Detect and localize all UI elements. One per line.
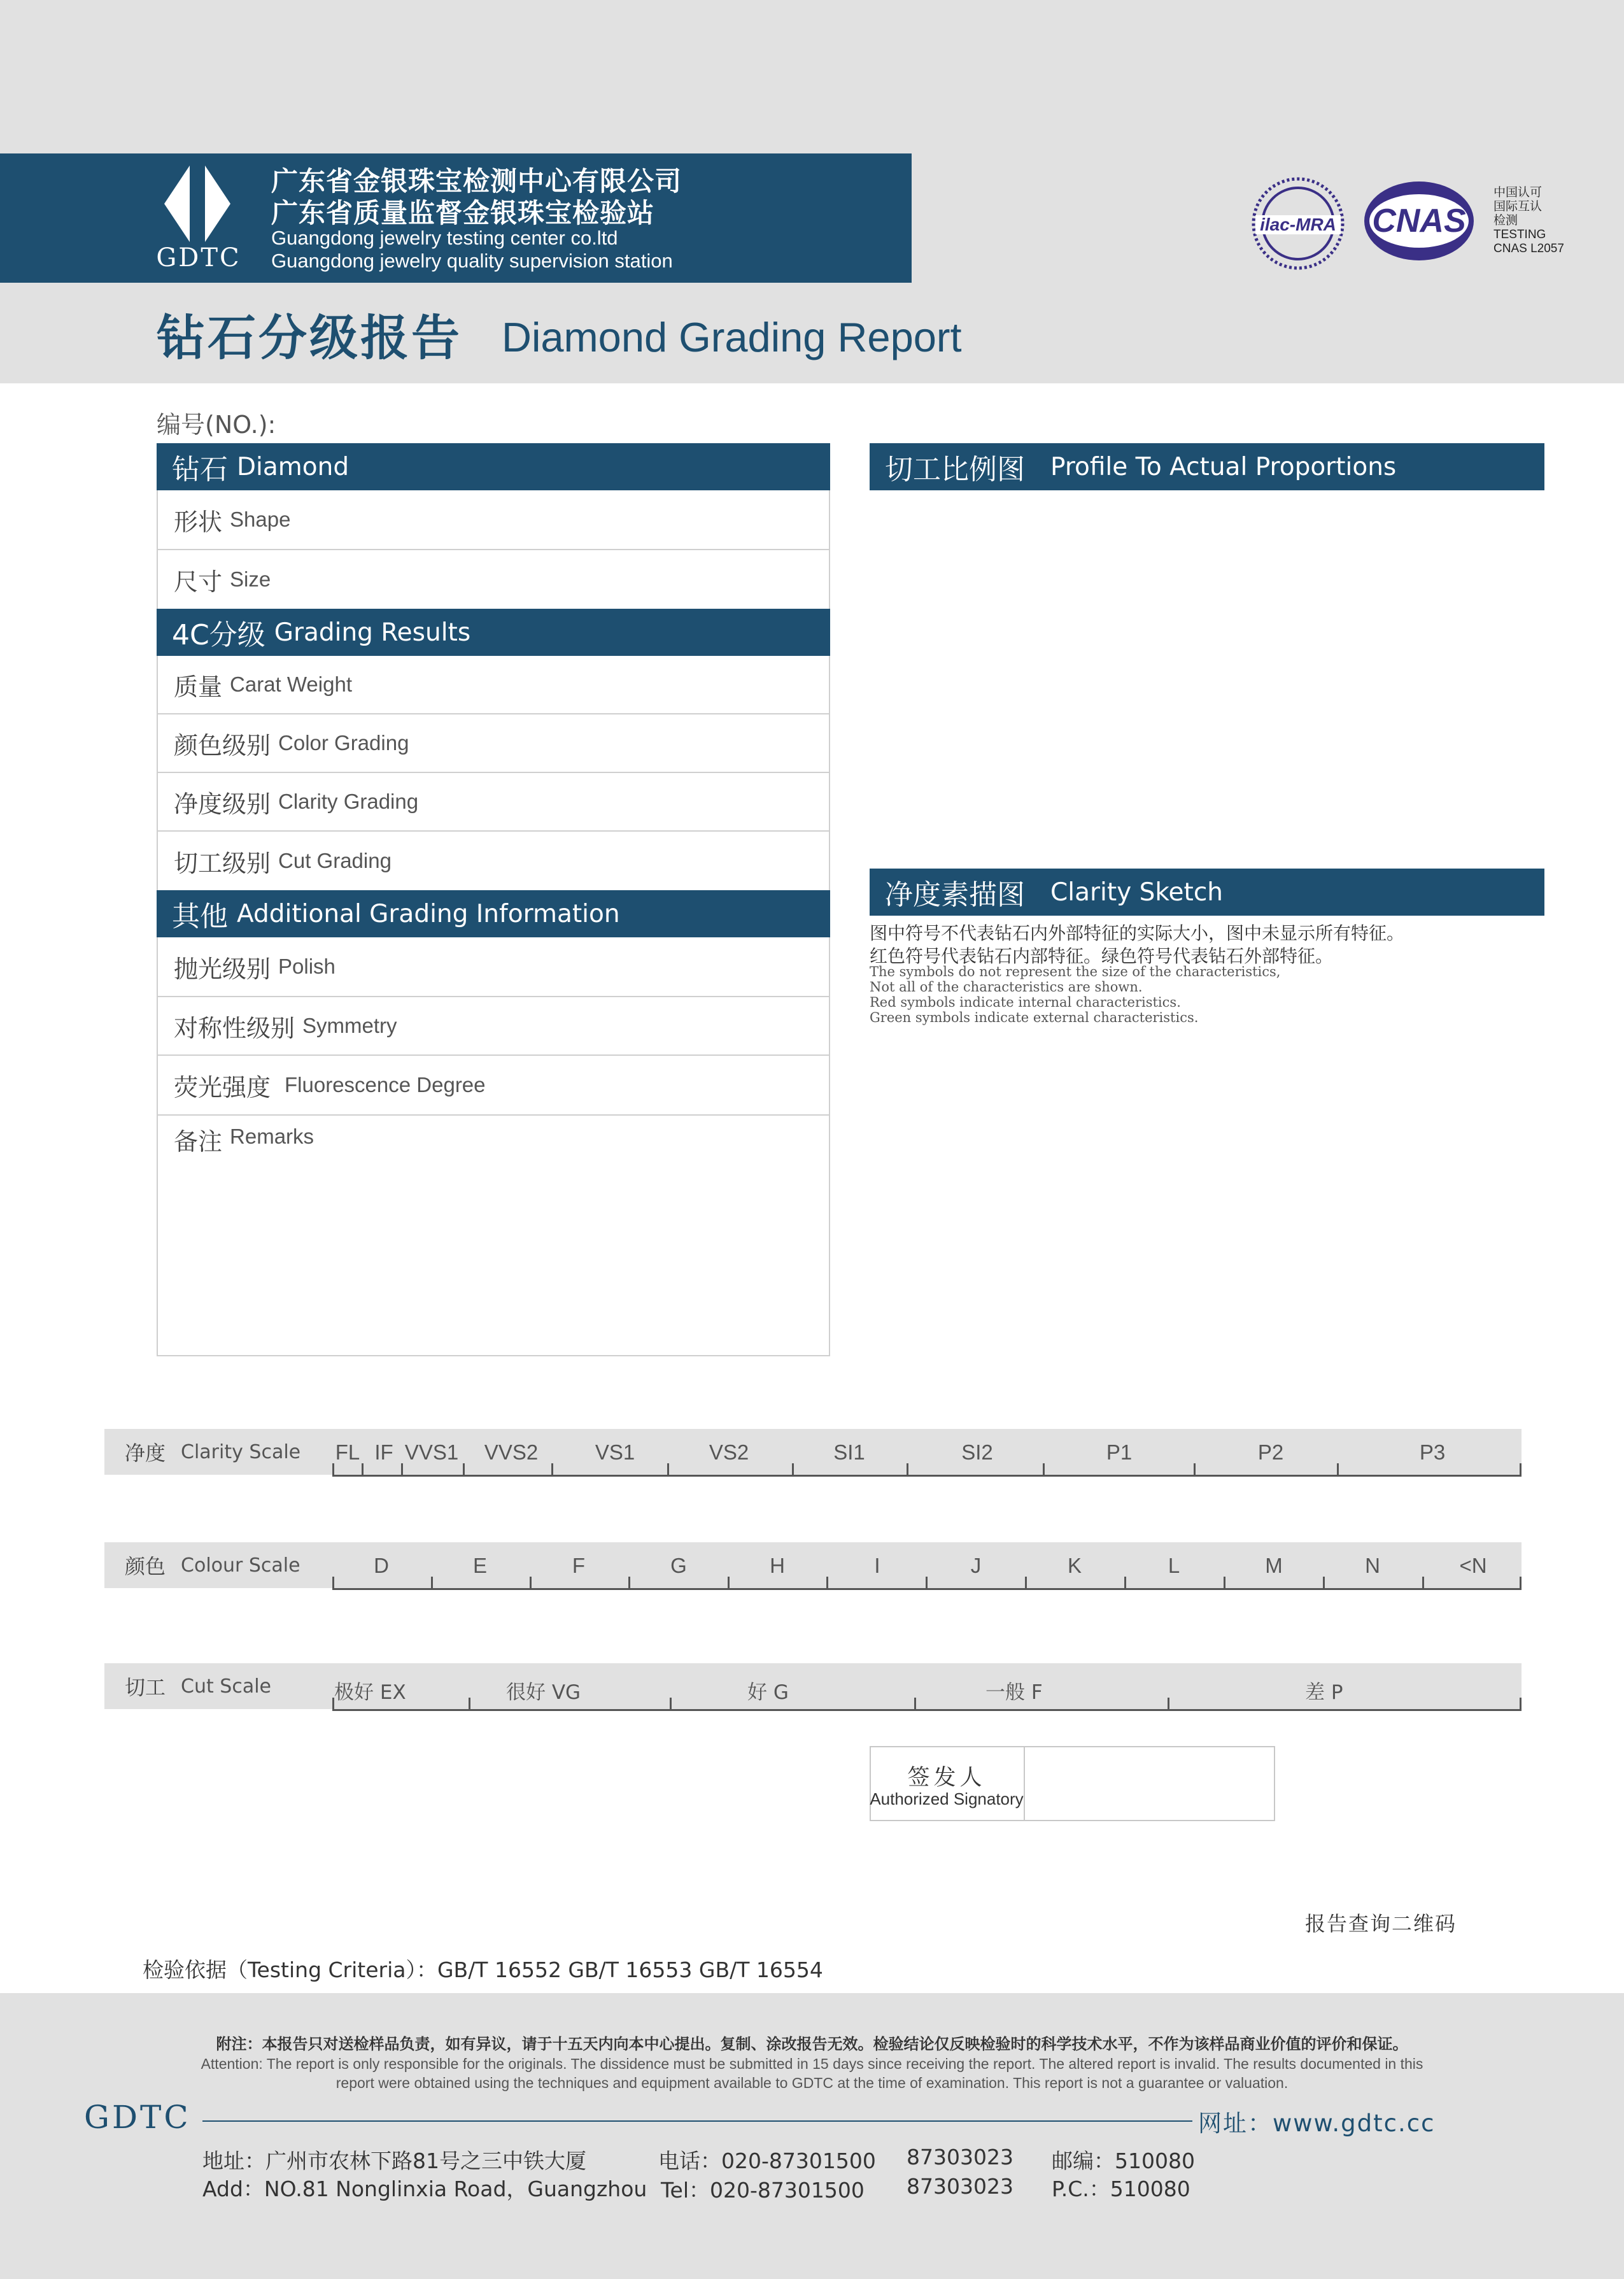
additional-header-en: Additional Grading Information <box>237 899 620 928</box>
clarity-scale-tick <box>1043 1463 1045 1476</box>
clarity-scale-label <box>104 1429 332 1475</box>
footer-address-cn: 地址：广州市农林下路81号之三中铁大厦 <box>202 2148 586 2173</box>
clarity-grade-label: IF <box>374 1440 393 1464</box>
clarity-grade-label: P3 <box>1419 1440 1446 1464</box>
cut-scale-label-en: Cut Scale <box>181 1675 271 1698</box>
sketch-note-cn-2: 红色符号代表钻石内部特征。绿色符号代表钻石外部特征。 <box>870 946 1334 967</box>
cut-scale-tick <box>1520 1698 1522 1710</box>
colour-grade-label: D <box>374 1554 389 1577</box>
cut-scale-label <box>104 1663 332 1709</box>
polish-label-en: Polish <box>278 955 335 978</box>
colour-scale-tick <box>826 1577 828 1589</box>
sketch-note-en-1: The symbols do not represent the size of the characteristics, <box>870 964 1281 979</box>
cut-scale-label-cn: 切工 <box>125 1675 166 1700</box>
cert-line-5: CNAS L2057 <box>1493 242 1564 255</box>
signatory-divider <box>1024 1746 1025 1821</box>
shape-label-en: Shape <box>230 508 291 531</box>
clarity-grade-label: VVS2 <box>484 1440 539 1464</box>
colour-scale-tick <box>332 1577 334 1589</box>
colour-scale-tick <box>1025 1577 1027 1589</box>
polish-row <box>157 937 830 997</box>
fluorescence-row <box>157 1056 830 1116</box>
clarity-grade-label: VS1 <box>595 1440 635 1464</box>
cert-line-1: 中国认可 <box>1493 186 1543 199</box>
report-title-cn: 钻石分级报告 <box>157 309 462 366</box>
size-label-en: Size <box>230 567 271 591</box>
signatory-label-en: Authorized Signatory <box>870 1789 1024 1808</box>
size-row <box>157 550 830 609</box>
clarity-scale-label-cn: 净度 <box>125 1441 166 1465</box>
report-title-en: Diamond Grading Report <box>502 314 962 360</box>
cut-label-cn: 切工级别 <box>174 849 271 877</box>
clarity-scale-tick <box>792 1463 794 1476</box>
footer-note-en-2: report were obtained using the techniques and equipment available to GDTC at the time of examination. This report is not a guarantee or valuation. <box>335 2075 1289 2091</box>
footer-note-cn: 附注：本报告只对送检样品负责，如有异议，请于十五天内向本中心提出。复制、涂改报告无效。检验结论仅反映检验时的科学技术水平，不作为该样品商业价值的评价和保证。 <box>216 2034 1408 2053</box>
colour-grade-label: N <box>1365 1554 1380 1577</box>
clarity-grade-label: SI1 <box>833 1440 865 1464</box>
cut-grade-label: 差 P <box>1305 1681 1343 1704</box>
footer-tel2-2: 87303023 <box>907 2174 1013 2199</box>
colour-scale-tick <box>926 1577 928 1589</box>
footer-postcode-en: P.C.：510080 <box>1052 2176 1190 2201</box>
cnas-logo-icon <box>1362 180 1476 262</box>
remarks-label-cn: 备注 <box>174 1128 223 1156</box>
footer-tel-cn: 电话：020-87301500 <box>658 2148 876 2173</box>
grading-header-cn: 4C分级 <box>172 619 265 651</box>
clarity-scale-tick <box>1337 1463 1339 1476</box>
size-label-cn: 尺寸 <box>174 567 223 596</box>
colour-scale-label-cn: 颜色 <box>125 1554 166 1579</box>
additional-info-section-header <box>157 890 830 937</box>
clarity-grade-label: SI2 <box>961 1440 993 1464</box>
org-name-en-2: Guangdong jewelry quality supervision station <box>271 250 673 272</box>
footer-tel-en: Tel：020-87301500 <box>661 2178 865 2203</box>
clarity-scale-tick <box>667 1463 669 1476</box>
cnas-accreditation-text <box>1493 186 1564 256</box>
cert-line-2: 国际互认 <box>1493 200 1543 213</box>
clarity-sketch-header-en: Clarity Sketch <box>1050 877 1224 907</box>
report-number-label: 编号(NO.): <box>157 411 276 439</box>
clarity-scale-tick <box>1520 1463 1522 1476</box>
colour-grade-label: G <box>670 1554 687 1577</box>
clarity-label-en: Clarity Grading <box>278 790 419 813</box>
svg-text:ilac-MRA: ilac-MRA <box>1260 215 1336 234</box>
footer-note-en-1: Attention: The report is only responsible for the originals. The dissidence must be submitted in 15 days since receiving the report. The altered report is invalid. The results documented in this <box>201 2055 1423 2072</box>
proportions-section-header <box>870 443 1544 490</box>
footer-logo: GDTC <box>84 2099 191 2136</box>
colour-scale-tick <box>628 1577 630 1589</box>
colour-scale-tick <box>728 1577 730 1589</box>
remarks-label-en: Remarks <box>230 1125 314 1148</box>
colour-grade-label: <N <box>1459 1554 1487 1577</box>
shape-label-cn: 形状 <box>174 508 223 536</box>
sketch-note-en-2: Not all of the characteristics are shown. <box>870 979 1143 995</box>
remarks-row <box>157 1122 830 1160</box>
cert-line-4: TESTING <box>1493 228 1546 241</box>
clarity-grade-label: FL <box>335 1440 360 1464</box>
testing-criteria: 检验依据（Testing Criteria）：GB/T 16552 GB/T 16553 GB/T 16554 <box>143 1957 823 1982</box>
cut-scale-tick <box>332 1698 334 1710</box>
symmetry-label-en: Symmetry <box>302 1014 397 1037</box>
colour-scale-label-en: Colour Scale <box>181 1554 300 1577</box>
footer-address-en: Add：NO.81 Nonglinxia Road，Guangzhou <box>202 2176 647 2201</box>
footer-website: 网址：www.gdtc.cc <box>1198 2110 1436 2137</box>
grading-header-en: Grading Results <box>274 618 471 647</box>
signatory-label-cn: 签发人 <box>907 1765 986 1791</box>
colour-scale-tick <box>1520 1577 1522 1589</box>
clarity-grading-row <box>157 773 830 832</box>
sketch-note-en-3: Red symbols indicate internal characteristics. <box>870 995 1181 1010</box>
cut-grade-label: 一般 F <box>985 1681 1043 1704</box>
sketch-note-en-4: Green symbols indicate external characteristics. <box>870 1010 1199 1025</box>
carat-label-cn: 质量 <box>174 672 223 701</box>
org-name-en-1: Guangdong jewelry testing center co.ltd <box>271 227 618 249</box>
colour-grade-label: K <box>1067 1554 1082 1577</box>
gdtc-diamond-logo-icon <box>159 162 236 245</box>
clarity-scale-line <box>332 1475 1522 1477</box>
cut-label-en: Cut Grading <box>278 849 392 872</box>
clarity-scale-tick <box>463 1463 465 1476</box>
org-name-cn-2: 广东省质量监督金银珠宝检验站 <box>271 197 655 229</box>
color-label-cn: 颜色级别 <box>174 731 271 760</box>
polish-label-cn: 抛光级别 <box>174 955 271 983</box>
colour-grade-label: I <box>874 1554 880 1577</box>
clarity-scale-tick <box>332 1463 334 1476</box>
clarity-grade-label: P1 <box>1106 1440 1133 1464</box>
shape-row <box>157 490 830 550</box>
clarity-scale-label-en: Clarity Scale <box>181 1440 301 1463</box>
cert-line-3: 检测 <box>1493 214 1518 227</box>
grading-results-section-header <box>157 609 830 656</box>
cut-grade-label: 极好 EX <box>334 1681 406 1704</box>
carat-label-en: Carat Weight <box>230 672 352 696</box>
svg-text:CNAS: CNAS <box>1372 202 1466 239</box>
color-label-en: Color Grading <box>278 731 409 755</box>
colour-scale-tick <box>1224 1577 1225 1589</box>
symmetry-label-cn: 对称性级别 <box>174 1014 295 1042</box>
clarity-scale-tick <box>551 1463 553 1476</box>
colour-grade-label: E <box>472 1554 488 1577</box>
clarity-scale-tick <box>362 1463 364 1476</box>
colour-grade-label: H <box>770 1554 785 1577</box>
additional-header-cn: 其他 <box>172 900 228 933</box>
clarity-sketch-section-header <box>870 869 1544 916</box>
clarity-grade-label: VVS1 <box>404 1440 459 1464</box>
footer-postcode-cn: 邮编：510080 <box>1052 2148 1195 2173</box>
colour-scale-tick <box>431 1577 433 1589</box>
colour-grade-label: F <box>572 1554 586 1577</box>
gdtc-logo-text: GDTC <box>156 243 241 273</box>
qr-code-label: 报告查询二维码 <box>1305 1912 1457 1936</box>
colour-scale-tick <box>1323 1577 1325 1589</box>
clarity-label-cn: 净度级别 <box>174 790 271 818</box>
footer-tel2-1: 87303023 <box>907 2145 1013 2169</box>
diamond-section-header <box>157 443 830 490</box>
cut-scale-tick <box>1168 1698 1169 1710</box>
cut-scale-line <box>332 1709 1522 1711</box>
cut-scale-tick <box>469 1698 470 1710</box>
cut-scale-tick <box>670 1698 672 1710</box>
org-name-cn-1: 广东省金银珠宝检测中心有限公司 <box>271 166 682 197</box>
color-grading-row <box>157 714 830 773</box>
symmetry-row <box>157 997 830 1056</box>
proportions-header-cn: 切工比例图 <box>885 453 1025 486</box>
fluorescence-label-en: Fluorescence Degree <box>285 1073 486 1097</box>
colour-scale-tick <box>530 1577 532 1589</box>
clarity-scale-tick <box>1194 1463 1196 1476</box>
fluorescence-label-cn: 荧光强度 <box>174 1073 271 1102</box>
cut-grading-row <box>157 832 830 890</box>
clarity-scale-tick <box>907 1463 908 1476</box>
cut-grade-label: 很好 VG <box>506 1681 581 1704</box>
diamond-header-en: Diamond <box>237 452 350 481</box>
colour-grade-label: M <box>1265 1554 1283 1577</box>
clarity-grade-label: P2 <box>1257 1440 1284 1464</box>
colour-grade-label: J <box>970 1554 982 1577</box>
footer-divider <box>202 2120 1192 2122</box>
clarity-sketch-header-cn: 净度素描图 <box>885 879 1025 911</box>
cut-grade-label: 好 G <box>747 1681 789 1704</box>
colour-scale-label <box>104 1542 332 1588</box>
colour-scale-tick <box>1422 1577 1424 1589</box>
clarity-grade-label: VS2 <box>709 1440 749 1464</box>
colour-grade-label: L <box>1168 1554 1180 1577</box>
clarity-scale-tick <box>401 1463 403 1476</box>
colour-scale-tick <box>1124 1577 1126 1589</box>
cut-scale-tick <box>914 1698 916 1710</box>
proportions-header-en: Profile To Actual Proportions <box>1050 452 1397 481</box>
ilac-mra-logo-icon <box>1250 176 1346 271</box>
diamond-header-cn: 钻石 <box>172 453 228 486</box>
carat-weight-row <box>157 656 830 714</box>
sketch-note-cn-1: 图中符号不代表钻石内外部特征的实际大小，图中未显示所有特征。 <box>870 923 1405 944</box>
